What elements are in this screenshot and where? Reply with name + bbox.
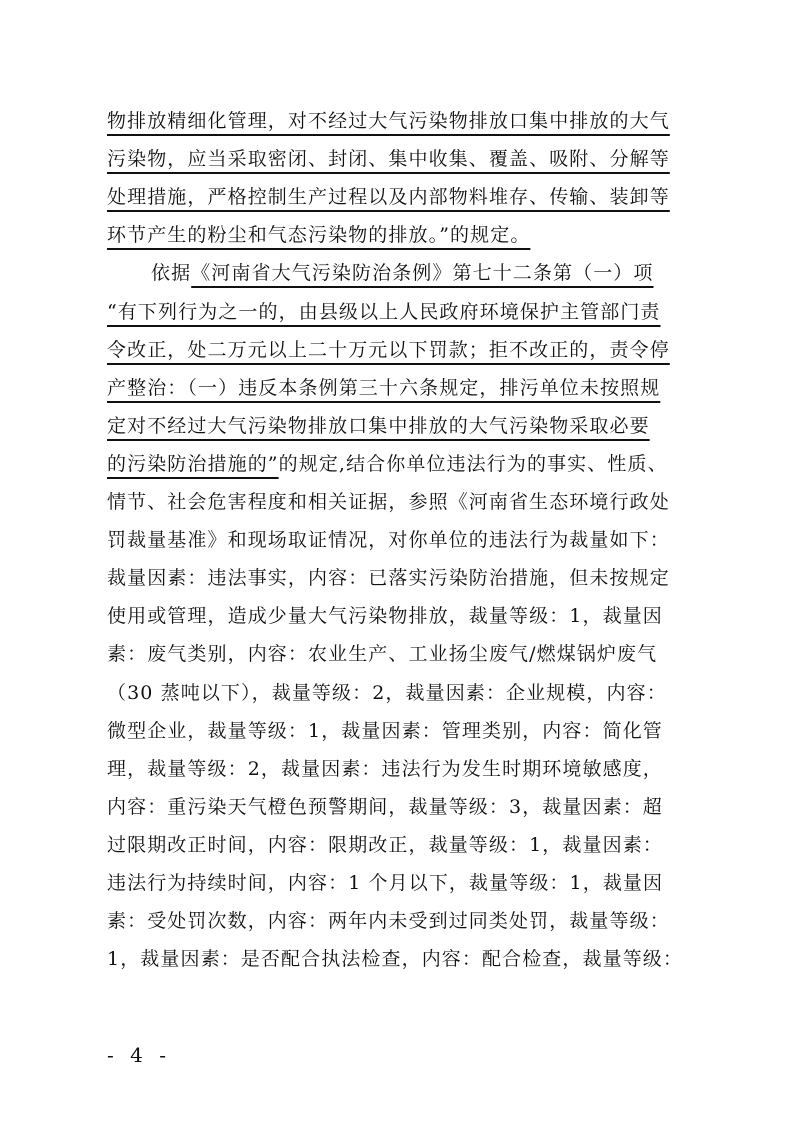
page-number: - 4 - [107, 1043, 171, 1067]
text-line [107, 939, 697, 979]
text-segment: 罚裁量基准》和现场取证情况，对你单位的违法行为裁量如下： [107, 529, 670, 552]
underlined-text: 令改正，处二万元以上二十万元以下罚款；拒不改正的，责令停 [107, 338, 670, 361]
text-line [107, 558, 697, 598]
text-line [107, 101, 697, 141]
text-line [107, 368, 697, 408]
text-segment: 情节、社会危害程度和相关证据，参照《河南省生态环境行政处 [107, 491, 670, 513]
text-segment: 理，裁量等级：2，裁量因素：违法行为发生时期环境敏感度， [107, 757, 663, 780]
text-line [151, 253, 741, 293]
text-segment: 素：废气类别，内容：农业生产、工业扬尘废气/燃煤锅炉废气 [107, 643, 658, 666]
text-line [107, 482, 697, 522]
text-segment: （30 蒸吨以下），裁量等级：2，裁量因素：企业规模，内容： [107, 681, 667, 704]
text-line [107, 292, 697, 332]
text-segment: 内容：重污染天气橙色预警期间，裁量等级：3，裁量因素：超 [107, 795, 663, 818]
text-segment: 1，裁量因素：是否配合执法检查，内容：配合检查，裁量等级： [107, 948, 683, 971]
text-line [107, 634, 697, 674]
underlined-text: 的污染防治措施的” [107, 452, 279, 475]
text-segment: 的规定,结合你单位违法行为的事实、性质、 [278, 452, 668, 475]
text-segment: 依据 [151, 262, 192, 285]
text-line [107, 749, 697, 789]
underlined-text: “有下列行为之一的，由县级以上人民政府环境保护主管部门责 [107, 300, 661, 323]
underlined-text: 环节产生的粉尘和气态污染物的排放。”的规定。 [107, 224, 531, 247]
text-line [107, 139, 697, 179]
text-segment: 素：受处罚次数，内容：两年内未受到过同类处罚，裁量等级： [107, 910, 670, 933]
text-line [107, 177, 697, 217]
text-line [107, 596, 697, 636]
text-line [107, 406, 697, 446]
text-segment: 违法行为持续时间，内容：1 个月以下，裁量等级：1，裁量因 [107, 872, 664, 894]
text-segment: 裁量因素：违法事实，内容：已落实污染防治措施，但未按规定 [107, 567, 670, 590]
underlined-text: 《河南省大气污染防治条例》第七十二条第（一）项 [191, 262, 654, 285]
underlined-text: 物排放精细化管理，对不经过大气污染物排放口集中排放的大气 [107, 110, 670, 132]
text-line [107, 444, 697, 484]
text-line [107, 673, 697, 713]
underlined-text: 定对不经过大气污染物排放口集中排放的大气污染物采取必要 [107, 414, 650, 437]
text-line [107, 863, 697, 903]
text-line [107, 520, 697, 560]
underlined-text: 产整治：（一）违反本条例第三十六条规定，排污单位未按照规 [107, 376, 661, 399]
text-line [107, 711, 697, 751]
text-line [107, 825, 697, 865]
text-segment: 微型企业，裁量等级：1，裁量因素：管理类别，内容：简化管 [107, 719, 663, 742]
text-segment: 过限期改正时间，内容：限期改正，裁量等级：1，裁量因素： [107, 833, 663, 856]
text-line [107, 330, 697, 370]
underlined-text: 污染物，应当采取密闭、封闭、集中收集、覆盖、吸附、分解等 [107, 148, 670, 171]
underlined-text: 处理措施，严格控制生产过程以及内部物料堆存、传输、装卸等 [107, 186, 670, 209]
text-line [107, 215, 697, 255]
text-segment: 使用或管理，造成少量大气污染物排放，裁量等级：1，裁量因 [107, 605, 663, 628]
text-line [107, 901, 697, 941]
text-line [107, 787, 697, 827]
